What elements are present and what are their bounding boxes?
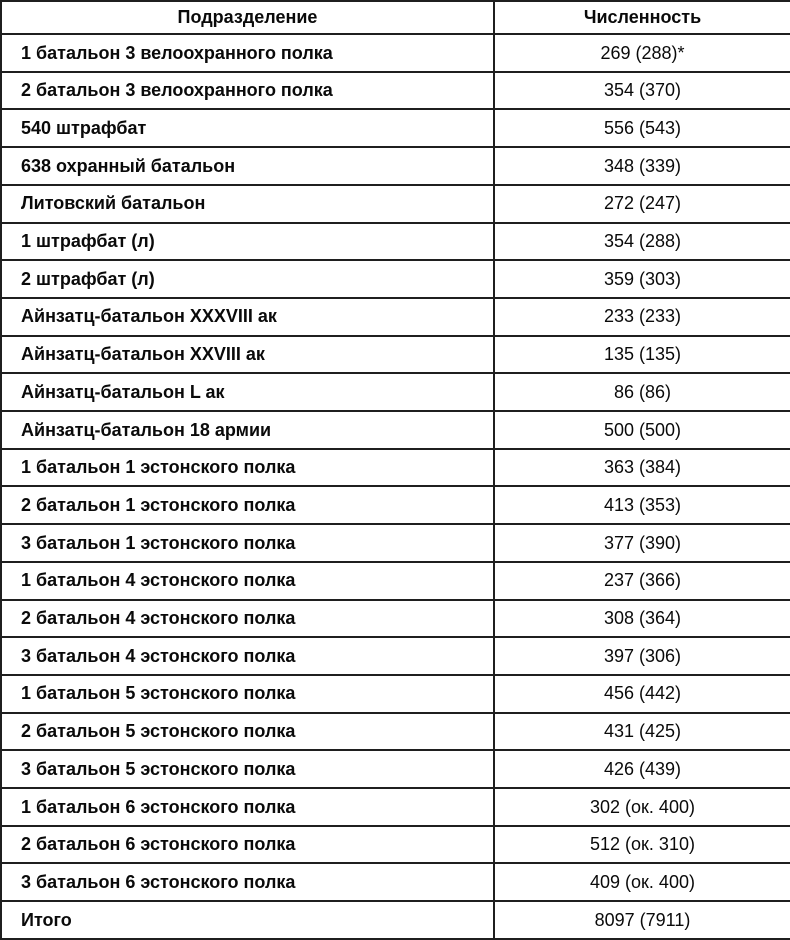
table-row: [1, 260, 790, 298]
unit-cell: 2 батальон 4 эстонского полка: [1, 600, 494, 638]
unit-cell: 2 батальон 6 эстонского полка: [1, 826, 494, 864]
table-row: [1, 750, 790, 788]
strength-cell: 556 (543): [494, 109, 790, 147]
unit-cell: 540 штрафбат: [1, 109, 494, 147]
strength-cell: 86 (86): [494, 373, 790, 411]
unit-cell: Айнзатц-батальон XXVIII ак: [1, 336, 494, 374]
unit-cell: Айнзатц-батальон 18 армии: [1, 411, 494, 449]
strength-cell: 233 (233): [494, 298, 790, 336]
unit-cell: 1 батальон 6 эстонского полка: [1, 788, 494, 826]
strength-cell: 135 (135): [494, 336, 790, 374]
table-row: [1, 411, 790, 449]
strength-cell: 413 (353): [494, 486, 790, 524]
strength-cell: 426 (439): [494, 750, 790, 788]
strength-cell: 308 (364): [494, 600, 790, 638]
header-row: [1, 1, 790, 34]
table-row: [1, 524, 790, 562]
strength-cell: 359 (303): [494, 260, 790, 298]
table-row: [1, 336, 790, 374]
unit-cell: 638 охранный батальон: [1, 147, 494, 185]
strength-cell: 237 (366): [494, 562, 790, 600]
unit-cell: 1 батальон 3 велоохранного полка: [1, 34, 494, 72]
unit-cell: Айнзатц-батальон XXXVIII ак: [1, 298, 494, 336]
strength-cell: 500 (500): [494, 411, 790, 449]
strength-cell: 409 (ок. 400): [494, 863, 790, 901]
strength-cell: 354 (370): [494, 72, 790, 110]
table-row: [1, 788, 790, 826]
unit-cell: 3 батальон 6 эстонского полка: [1, 863, 494, 901]
strength-cell: 456 (442): [494, 675, 790, 713]
table-row: [1, 486, 790, 524]
unit-cell: 1 батальон 1 эстонского полка: [1, 449, 494, 487]
table-row: [1, 109, 790, 147]
column-header-unit: Подразделение: [1, 1, 494, 34]
strength-cell: 363 (384): [494, 449, 790, 487]
table-row: [1, 901, 790, 939]
unit-cell: 2 батальон 5 эстонского полка: [1, 713, 494, 751]
table-body: [1, 34, 790, 939]
unit-cell: 2 батальон 1 эстонского полка: [1, 486, 494, 524]
table-row: [1, 223, 790, 261]
unit-cell: 1 батальон 5 эстонского полка: [1, 675, 494, 713]
strength-cell: 431 (425): [494, 713, 790, 751]
table-row: [1, 147, 790, 185]
unit-cell: 1 батальон 4 эстонского полка: [1, 562, 494, 600]
strength-cell: 397 (306): [494, 637, 790, 675]
unit-cell: 3 батальон 1 эстонского полка: [1, 524, 494, 562]
table-row: [1, 713, 790, 751]
strength-cell: 269 (288)*: [494, 34, 790, 72]
unit-cell: Литовский батальон: [1, 185, 494, 223]
table-row: [1, 298, 790, 336]
unit-cell: Итого: [1, 901, 494, 939]
table-row: [1, 562, 790, 600]
strength-cell: 512 (ок. 310): [494, 826, 790, 864]
unit-cell: Айнзатц-батальон L ак: [1, 373, 494, 411]
unit-cell: 3 батальон 4 эстонского полка: [1, 637, 494, 675]
strength-cell: 302 (ок. 400): [494, 788, 790, 826]
table-row: [1, 72, 790, 110]
table-row: [1, 675, 790, 713]
unit-cell: 2 штрафбат (л): [1, 260, 494, 298]
unit-cell: 1 штрафбат (л): [1, 223, 494, 261]
table-row: [1, 34, 790, 72]
table-row: [1, 863, 790, 901]
strength-cell: 354 (288): [494, 223, 790, 261]
strength-cell: 8097 (7911): [494, 901, 790, 939]
table-row: [1, 449, 790, 487]
table-row: [1, 600, 790, 638]
strength-cell: 377 (390): [494, 524, 790, 562]
unit-cell: 3 батальон 5 эстонского полка: [1, 750, 494, 788]
table-row: [1, 185, 790, 223]
table-row: [1, 637, 790, 675]
unit-cell: 2 батальон 3 велоохранного полка: [1, 72, 494, 110]
strength-cell: 272 (247): [494, 185, 790, 223]
table-row: [1, 826, 790, 864]
table-row: [1, 373, 790, 411]
strength-cell: 348 (339): [494, 147, 790, 185]
column-header-strength: Численность: [494, 1, 790, 34]
